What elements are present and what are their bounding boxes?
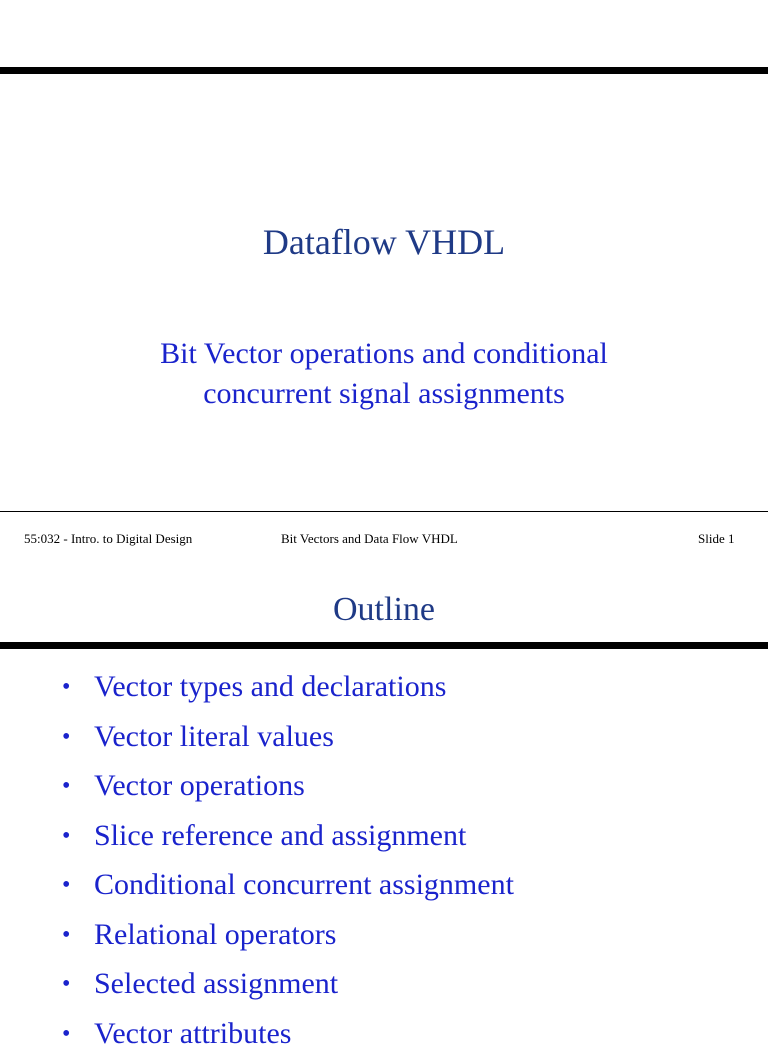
bullet-icon: •	[62, 717, 70, 757]
slide1-subtitle	[0, 334, 768, 414]
list-item	[0, 915, 768, 965]
list-item	[0, 717, 768, 767]
bullet-icon: •	[62, 667, 70, 707]
bullet-text: Vector operations	[94, 766, 305, 806]
bullet-text: Vector types and declarations	[94, 667, 446, 707]
bullet-text: Vector attributes	[94, 1014, 291, 1054]
footer-topic: Bit Vectors and Data Flow VHDL	[281, 531, 458, 547]
list-item	[0, 816, 768, 866]
bullet-icon: •	[62, 865, 70, 905]
slide2-title: Outline	[0, 590, 768, 630]
bullet-text: Selected assignment	[94, 964, 338, 1004]
slide2-top-rule	[0, 642, 768, 649]
list-item	[0, 964, 768, 1014]
bullet-text: Slice reference and assignment	[94, 816, 466, 856]
slide1-top-rule	[0, 67, 768, 74]
bullet-icon: •	[62, 766, 70, 806]
slide1-footer-rule	[0, 511, 768, 512]
list-item	[0, 865, 768, 915]
list-item	[0, 1014, 768, 1063]
bullet-icon: •	[62, 1014, 70, 1054]
outline-list	[0, 667, 768, 1063]
bullet-text: Relational operators	[94, 915, 336, 955]
list-item	[0, 766, 768, 816]
footer-slide-number: Slide 1	[698, 531, 734, 547]
bullet-text: Vector literal values	[94, 717, 334, 757]
list-item	[0, 667, 768, 717]
bullet-text: Conditional concurrent assignment	[94, 865, 514, 905]
slide1-title: Dataflow VHDL	[0, 222, 768, 262]
slide1-subtitle-line2: concurrent signal assignments	[0, 374, 768, 414]
bullet-icon: •	[62, 816, 70, 856]
slide1-subtitle-line1: Bit Vector operations and conditional	[0, 334, 768, 374]
footer-course: 55:032 - Intro. to Digital Design	[24, 531, 192, 547]
bullet-icon: •	[62, 964, 70, 1004]
bullet-icon: •	[62, 915, 70, 955]
